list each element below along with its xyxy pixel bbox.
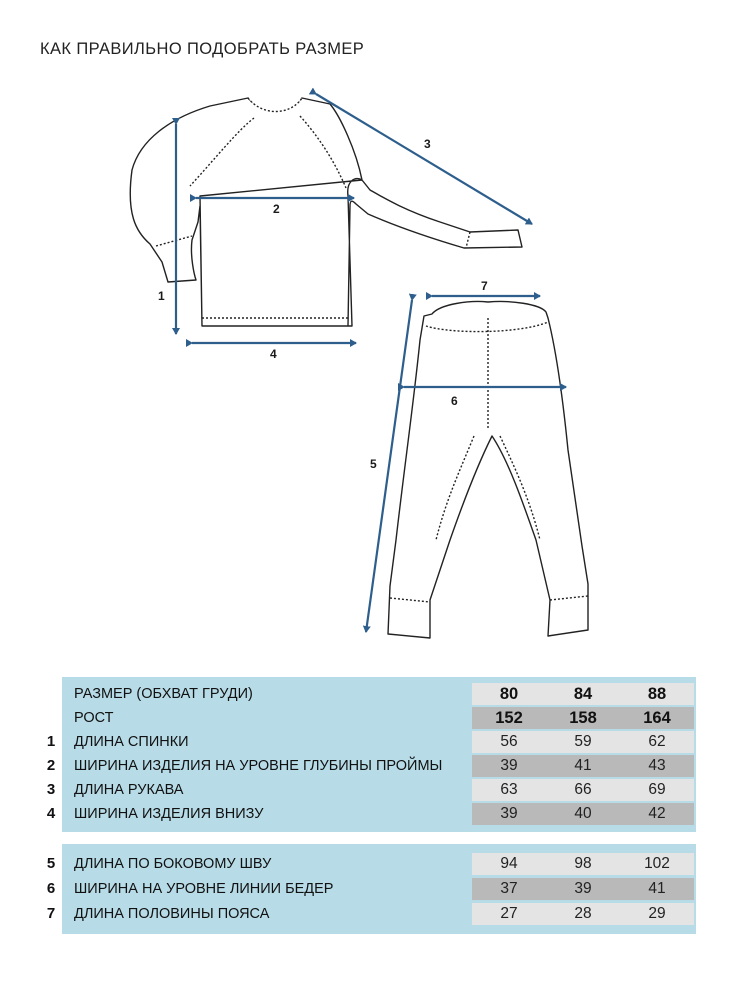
table-row [62, 755, 696, 777]
cell: 41 [648, 880, 666, 897]
row-label: ДЛИНА СПИНКИ [74, 734, 189, 750]
table-row-height [62, 707, 696, 729]
row-values [472, 707, 694, 729]
measure-label-1: 1 [158, 289, 165, 303]
cell: 84 [573, 685, 593, 703]
cell: 164 [643, 709, 671, 727]
row-number: 5 [46, 855, 56, 872]
table-row [62, 731, 696, 753]
cell: 39 [500, 805, 518, 822]
cell: 102 [644, 855, 670, 872]
cell: 98 [574, 855, 592, 872]
table-row [62, 878, 696, 900]
row-values [472, 731, 694, 753]
size-table-bottom [62, 844, 696, 934]
shirt-outline [130, 98, 522, 326]
row-number: 7 [46, 905, 56, 922]
cell: 43 [648, 757, 666, 774]
measure-label-7: 7 [481, 279, 488, 293]
cell: 63 [500, 781, 518, 798]
row-number: 1 [46, 733, 56, 750]
table-row [62, 853, 696, 875]
row-label: ШИРИНА ИЗДЕЛИЯ ВНИЗУ [74, 806, 264, 822]
cell: 40 [574, 805, 592, 822]
pants-outline [388, 301, 588, 638]
page-title: КАК ПРАВИЛЬНО ПОДОБРАТЬ РАЗМЕР [40, 40, 365, 58]
row-label: ДЛИНА РУКАВА [74, 782, 184, 798]
measure-label-6: 6 [451, 394, 458, 408]
row-values [472, 878, 694, 900]
cell: 152 [495, 709, 523, 727]
table-row [62, 903, 696, 925]
cell: 28 [574, 905, 592, 922]
cell: 66 [574, 781, 592, 798]
measure-label-4: 4 [270, 347, 277, 361]
row-values [472, 853, 694, 875]
cell: 62 [648, 733, 666, 750]
cell: 59 [574, 733, 592, 750]
cell: 158 [569, 709, 597, 727]
row-number: 2 [46, 757, 56, 774]
table-row-size [62, 683, 696, 705]
table-row [62, 779, 696, 801]
row-label: ДЛИНА ПОЛОВИНЫ ПОЯСА [74, 906, 270, 922]
cell: 37 [500, 880, 518, 897]
cell: 88 [647, 685, 667, 703]
row-values [472, 755, 694, 777]
measure-label-2: 2 [273, 202, 280, 216]
row-label: ДЛИНА ПО БОКОВОМУ ШВУ [74, 856, 272, 872]
cell: 39 [574, 880, 592, 897]
cell: 39 [500, 757, 518, 774]
row-number: 4 [46, 805, 56, 822]
row-label: РАЗМЕР (ОБХВАТ ГРУДИ) [74, 686, 253, 702]
row-label: РОСТ [74, 710, 114, 726]
row-label: ШИРИНА НА УРОВНЕ ЛИНИИ БЕДЕР [74, 881, 334, 897]
row-label: ШИРИНА ИЗДЕЛИЯ НА УРОВНЕ ГЛУБИНЫ ПРОЙМЫ [74, 758, 443, 774]
cell: 56 [500, 733, 518, 750]
row-values [472, 903, 694, 925]
row-number: 6 [46, 880, 56, 897]
row-values [472, 683, 694, 705]
row-values [472, 803, 694, 825]
measure-label-5: 5 [370, 457, 377, 471]
cell: 69 [648, 781, 666, 798]
table-row [62, 803, 696, 825]
cell: 80 [499, 685, 519, 703]
cell: 42 [648, 805, 666, 822]
measure-label-3: 3 [424, 137, 431, 151]
cell: 94 [500, 855, 518, 872]
cell: 41 [574, 757, 592, 774]
cell: 29 [648, 905, 666, 922]
row-values [472, 779, 694, 801]
cell: 27 [500, 905, 518, 922]
row-number: 3 [46, 781, 56, 798]
size-table-top [62, 677, 696, 832]
